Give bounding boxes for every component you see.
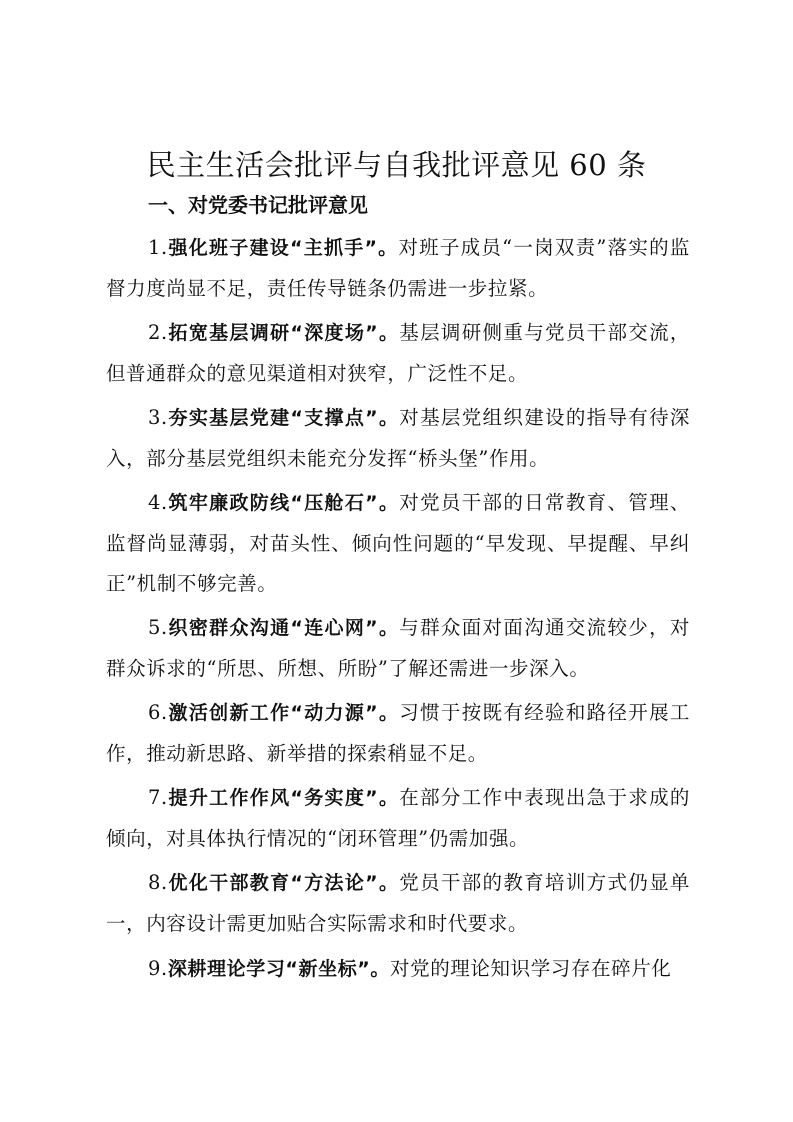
item-body: 基层调研侧重与党员干部交流，但普通群众的意见渠道相对狭窄，广泛性不足。	[106, 321, 690, 385]
item-number: 6.	[148, 701, 168, 725]
item-title: 强化班子建设“主抓手”。	[167, 237, 399, 259]
item-number: 9.	[148, 956, 168, 980]
item-title: 织密群众沟通“连心网”。	[167, 617, 400, 640]
item-body: 党员干部的教育培训方式仍显单一，内容设计需更加贴合实际需求和时代要求。	[106, 871, 690, 936]
item-title: 优化干部教育“方法论”。	[167, 872, 400, 895]
document-title: 民主生活会批评与自我批评意见 60 条	[146, 148, 647, 182]
list-item	[106, 313, 690, 394]
list-item	[106, 949, 690, 990]
item-body: 在部分工作中表现出急于求成的倾向，对具体执行情况的“闭环管理”仍需加强。	[106, 786, 690, 851]
item-body: 与群众面对面沟通交流较少，对群众诉求的“所思、所想、所盼”了解还需进一步深入。	[106, 616, 690, 680]
item-number: 8.	[148, 871, 168, 895]
item-body: 习惯于按既有经验和路径开展工作，推动新思路、新举措的探索稍显不足。	[106, 701, 690, 766]
list-item	[106, 693, 690, 774]
item-body: 对基层党组织建设的指导有待深入，部分基层党组织未能充分发挥“桥头堡”作用。	[106, 406, 690, 470]
list-item	[106, 483, 690, 603]
item-title: 筑牢廉政防线“压舱石”。	[167, 492, 400, 515]
criticism-list	[106, 228, 690, 994]
item-title: 提升工作作风“务实度”。	[167, 787, 400, 810]
section-heading: 一、对党委书记批评意见	[148, 193, 368, 217]
list-item	[106, 863, 690, 944]
item-title: 夯实基层党建“支撑点”。	[167, 407, 400, 430]
item-number: 7.	[148, 786, 168, 810]
item-body: 对党员干部的日常教育、管理、监督尚显薄弱，对苗头性、倾向性问题的“早发现、早提醒、早纠正”机制不够完善。	[106, 491, 690, 595]
list-item	[106, 398, 690, 479]
item-number: 1.	[148, 236, 168, 259]
list-item	[106, 778, 690, 859]
item-number: 5.	[148, 616, 168, 640]
item-body: 对班子成员“一岗双责”落实的监督力度尚显不足，责任传导链条仍需进一步拉紧。	[106, 236, 690, 300]
item-body: 对党的理论知识学习存在碎片化	[390, 956, 672, 980]
item-number: 4.	[148, 491, 168, 515]
item-title: 深耕理论学习“新坐标”。	[167, 957, 390, 980]
list-item	[106, 608, 690, 689]
item-number: 2.	[148, 321, 168, 345]
list-item	[106, 228, 690, 309]
item-number: 3.	[148, 406, 168, 430]
item-title: 激活创新工作“动力源”。	[167, 702, 400, 725]
item-title: 拓宽基层调研“深度场”。	[167, 322, 400, 345]
